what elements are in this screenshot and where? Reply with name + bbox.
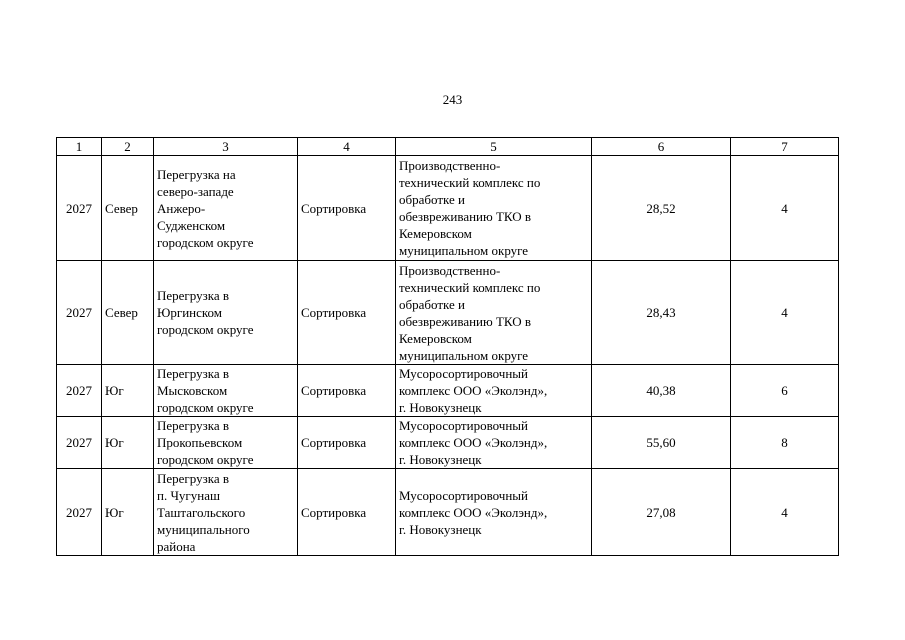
zone-cell: Юг — [102, 469, 154, 556]
count-cell: 8 — [731, 417, 839, 469]
operation-cell: Сортировка — [298, 417, 396, 469]
year-cell: 2027 — [57, 365, 102, 417]
operation-cell: Сортировка — [298, 469, 396, 556]
column-header: 6 — [592, 138, 731, 156]
column-header: 2 — [102, 138, 154, 156]
facility-cell: Производственно- технический комплекс по обработке и обезвреживанию ТКО в Кемеровском муниципальном округе — [396, 261, 592, 365]
distance-cell: 28,43 — [592, 261, 731, 365]
operation-cell: Сортировка — [298, 365, 396, 417]
header-row — [57, 138, 839, 156]
table-row — [57, 365, 839, 417]
count-cell: 4 — [731, 156, 839, 261]
year-cell: 2027 — [57, 156, 102, 261]
transfer-cell: Перегрузка в Мысковском городском округе — [154, 365, 298, 417]
facility-cell: Мусоросортировочный комплекс ООО «Эколэнд», г. Новокузнецк — [396, 417, 592, 469]
transfer-cell: Перегрузка в п. Чугунаш Таштагольского муниципального района — [154, 469, 298, 556]
table-row — [57, 417, 839, 469]
year-cell: 2027 — [57, 261, 102, 365]
count-cell: 4 — [731, 469, 839, 556]
table-row — [57, 469, 839, 556]
page-number: 243 — [442, 92, 463, 107]
zone-cell: Север — [102, 261, 154, 365]
table-row — [57, 261, 839, 365]
zone-cell: Север — [102, 156, 154, 261]
year-cell: 2027 — [57, 469, 102, 556]
column-header: 3 — [154, 138, 298, 156]
transfer-cell: Перегрузка в Прокопьевском городском округе — [154, 417, 298, 469]
table-row — [57, 156, 839, 261]
facility-cell: Мусоросортировочный комплекс ООО «Эколэнд», г. Новокузнецк — [396, 469, 592, 556]
facility-cell: Производственно- технический комплекс по обработке и обезвреживанию ТКО в Кемеровском муниципальном округе — [396, 156, 592, 261]
transfer-routes-table — [56, 137, 839, 556]
transfer-cell: Перегрузка в Юргинском городском округе — [154, 261, 298, 365]
zone-cell: Юг — [102, 417, 154, 469]
operation-cell: Сортировка — [298, 156, 396, 261]
distance-cell: 27,08 — [592, 469, 731, 556]
column-header: 1 — [57, 138, 102, 156]
count-cell: 4 — [731, 261, 839, 365]
transfer-cell: Перегрузка на северо-западе Анжеро- Судженском городском округе — [154, 156, 298, 261]
column-header: 7 — [731, 138, 839, 156]
column-header: 4 — [298, 138, 396, 156]
operation-cell: Сортировка — [298, 261, 396, 365]
count-cell: 6 — [731, 365, 839, 417]
column-header: 5 — [396, 138, 592, 156]
distance-cell: 28,52 — [592, 156, 731, 261]
facility-cell: Мусоросортировочный комплекс ООО «Эколэнд», г. Новокузнецк — [396, 365, 592, 417]
zone-cell: Юг — [102, 365, 154, 417]
distance-cell: 40,38 — [592, 365, 731, 417]
year-cell: 2027 — [57, 417, 102, 469]
distance-cell: 55,60 — [592, 417, 731, 469]
